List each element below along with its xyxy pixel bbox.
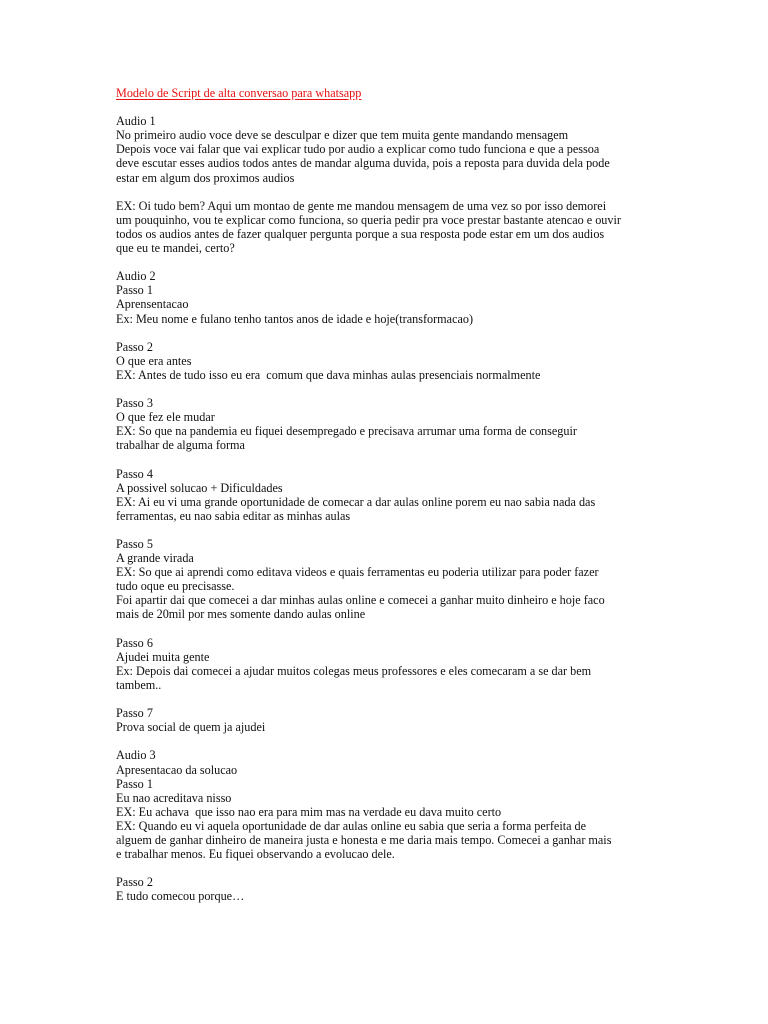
spacer	[116, 523, 656, 537]
text-line: Passo 1	[116, 283, 153, 298]
text-line: mais de 20mil por mes somente dando aulas online	[116, 607, 366, 622]
text-line: O que era antes	[116, 353, 192, 368]
document-sections	[116, 114, 656, 903]
text-line: E tudo comecou porque…	[116, 889, 245, 904]
text-line: Eu nao acreditava nisso	[116, 790, 232, 805]
text-line: EX: So que na pandemia eu fiquei desempregado e precisava arrumar uma forma de conseguir	[116, 424, 577, 439]
paragraph-block	[116, 636, 656, 692]
paragraph-block	[116, 748, 656, 861]
text-line: Passo 6	[116, 635, 153, 650]
text-line: Passo 2	[116, 875, 153, 890]
paragraph-block	[116, 706, 656, 734]
spacer	[116, 100, 656, 114]
paragraph-block	[116, 269, 656, 325]
text-line: EX: Antes de tudo isso eu era comum que dava minhas aulas presenciais normalmente	[116, 367, 541, 382]
paragraph-block	[116, 114, 656, 184]
spacer	[116, 692, 656, 706]
text-line: Ajudei muita gente	[116, 649, 210, 664]
text-line: EX: So que ai aprendi como editava videos e quais ferramentas eu poderia utilizar para poder fazer	[116, 565, 599, 580]
text-line: Aprensentacao	[116, 297, 189, 312]
text-line: EX: Quando eu vi aquela oportunidade de dar aulas online eu sabia que seria a forma perfeita de	[116, 818, 587, 833]
text-line: Foi apartir dai que comecei a dar minhas aulas online e comecei a ganhar muito dinheiro e hoje faco	[116, 593, 605, 608]
text-line: Apresentacao da solucao	[116, 762, 238, 777]
text-line: ferramentas, eu nao sabia editar as minhas aulas	[116, 508, 351, 523]
text-line: Passo 3	[116, 396, 153, 411]
text-line: deve escutar esses audios todos antes de mandar alguma duvida, pois a reposta para duvida dela pode	[116, 156, 610, 171]
text-line: Depois voce vai falar que vai explicar tudo por audio a explicar como tudo funciona e que a pessoa	[116, 142, 600, 157]
text-line: Passo 5	[116, 537, 153, 551]
text-line: estar em algum dos proximos audios	[116, 170, 295, 185]
text-line: um pouquinho, vou te explicar como funciona, so queria pedir pra voce prestar bastante atencao e ouvir	[116, 212, 621, 227]
spacer	[116, 734, 656, 748]
text-line: tambem..	[116, 677, 162, 692]
text-line: trabalhar de alguma forma	[116, 438, 245, 453]
text-line: Prova social de quem ja ajudei	[116, 720, 266, 735]
spacer	[116, 185, 656, 199]
text-line: EX: Ai eu vi uma grande oportunidade de comecar a dar aulas online porem eu nao sabia nada das	[116, 494, 596, 509]
text-line: e trabalhar menos. Eu fiquei observando a evolucao dele.	[116, 847, 395, 862]
text-line: Passo 1	[116, 776, 153, 791]
paragraph-block	[116, 396, 656, 452]
paragraph-block	[116, 467, 656, 523]
text-line: No primeiro audio voce deve se desculpar e dizer que tem muita gente mandando mensagem	[116, 128, 569, 143]
text-line: alguem de ganhar dinheiro de maneira justa e honesta e me daria mais tempo. Comecei a ganhar mais	[116, 832, 612, 847]
text-line: Ex: Depois dai comecei a ajudar muitos colegas meus professores e eles comecaram a se dar bem	[116, 663, 592, 678]
text-line: A grande virada	[116, 551, 194, 566]
text-line: Passo 2	[116, 339, 153, 354]
text-line: todos os audios antes de fazer qualquer pergunta porque a sua resposta pode estar em um dos audios	[116, 226, 605, 241]
text-line: Passo 4	[116, 466, 153, 481]
spacer	[116, 861, 656, 875]
spacer	[116, 622, 656, 636]
paragraph-block	[116, 340, 656, 382]
spacer	[116, 382, 656, 396]
text-line: Ex: Meu nome e fulano tenho tantos anos de idade e hoje(transformacao)	[116, 311, 474, 326]
spacer	[116, 326, 656, 340]
document-title: Modelo de Script de alta conversao para whatsapp	[116, 86, 362, 100]
spacer	[116, 255, 656, 269]
text-line: EX: Eu achava que isso nao era para mim mas na verdade eu dava muito certo	[116, 804, 502, 819]
text-line: O que fez ele mudar	[116, 410, 215, 425]
spacer	[116, 452, 656, 466]
text-line: que eu te mandei, certo?	[116, 241, 235, 256]
document-body	[116, 86, 656, 903]
paragraph-block	[116, 875, 656, 903]
text-line: tudo oque eu precisasse.	[116, 579, 235, 594]
paragraph-block	[116, 199, 656, 255]
text-line: Audio 1	[116, 114, 156, 129]
text-line: A possivel solucao + Dificuldades	[116, 480, 283, 495]
paragraph-block	[116, 537, 656, 622]
text-line: EX: Oi tudo bem? Aqui um montao de gente me mandou mensagem de uma vez so por isso demorei	[116, 198, 607, 213]
text-line: Audio 2	[116, 269, 156, 284]
text-line: Audio 3	[116, 748, 156, 763]
text-line: Passo 7	[116, 706, 153, 721]
